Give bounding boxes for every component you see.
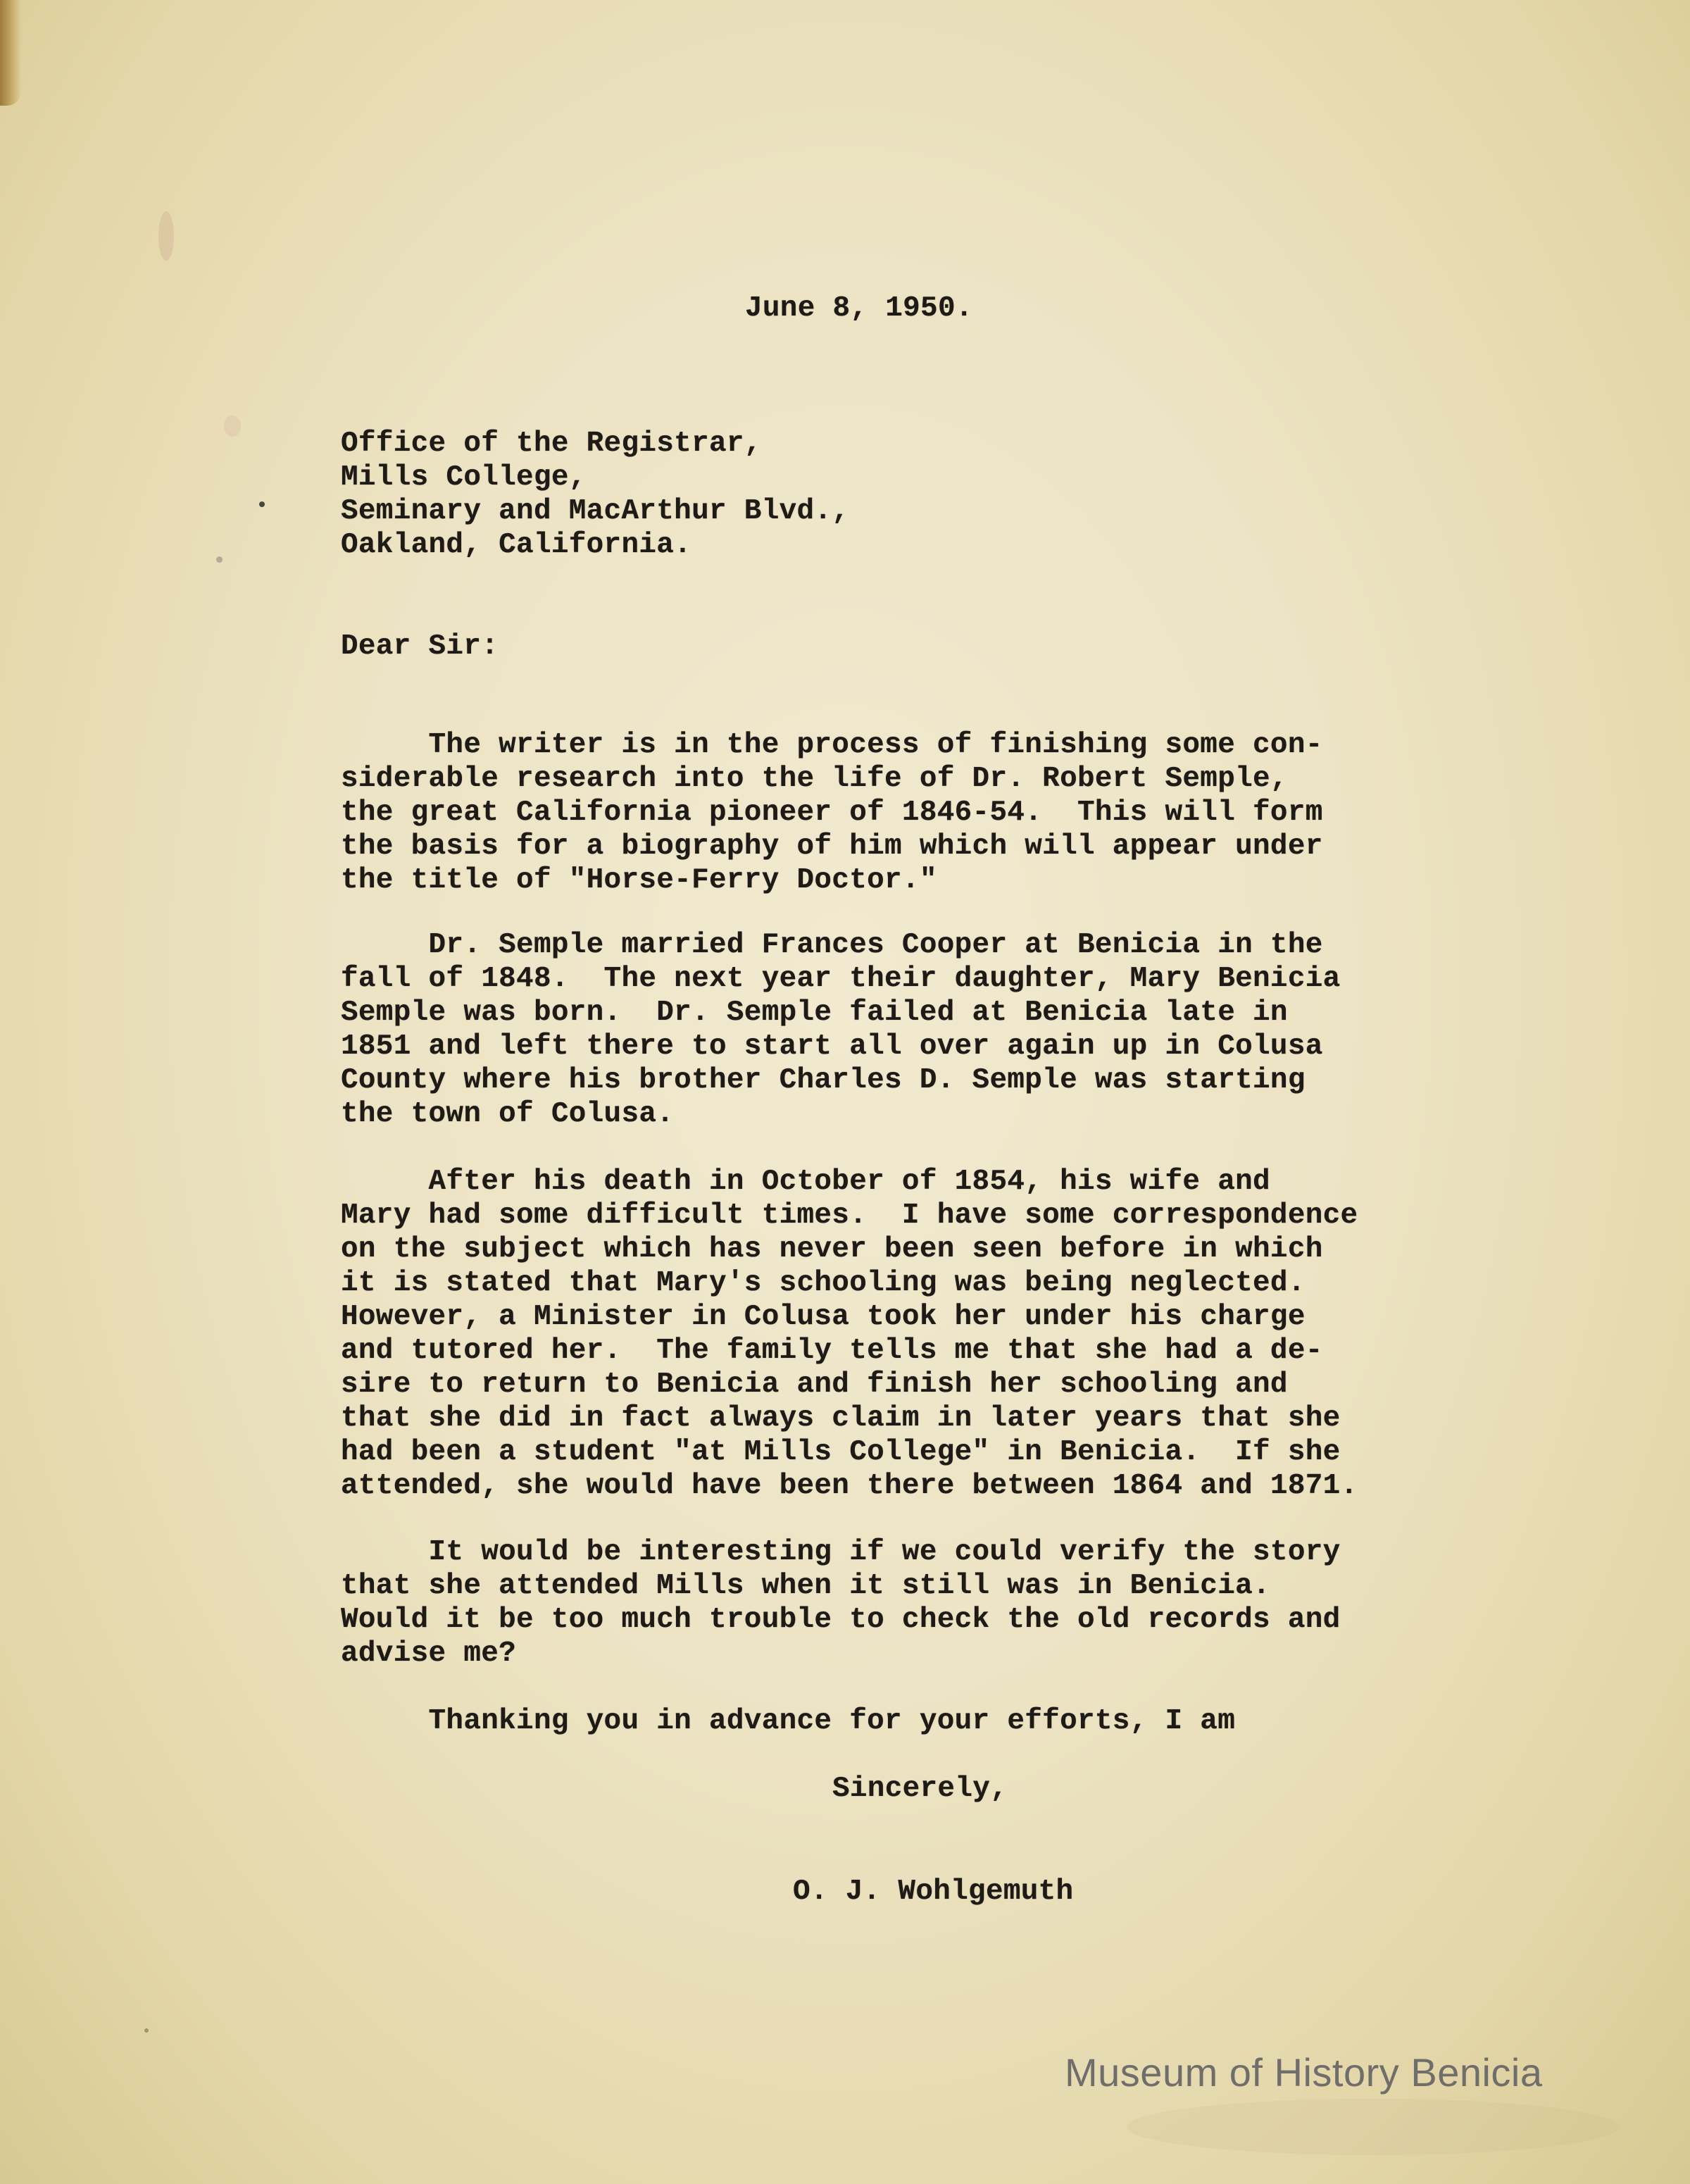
torn-corner xyxy=(0,0,21,106)
address-line: Mills College, xyxy=(341,461,587,494)
paper-stain xyxy=(158,211,174,261)
address-line: Seminary and MacArthur Blvd., xyxy=(341,495,850,528)
body-paragraph: Dr. Semple married Frances Cooper at Benicia in the fall of 1848. The next year their daughter, Mary Benicia Semple was born. Dr. Semple failed at Benicia late in 1851 and left there to start all over again up in Colusa County where his brother Charles D. Semple was starting the town of Colusa. xyxy=(341,929,1341,1130)
body-paragraph: It would be interesting if we could verify the story that she attended Mills when it still was in Benicia. Would it be too much trouble to check the old records and advise me? xyxy=(341,1536,1341,1670)
ink-speck xyxy=(144,2028,149,2033)
ink-speck xyxy=(216,556,223,563)
salutation: Dear Sir: xyxy=(341,630,499,663)
signature: O. J. Wohlgemuth xyxy=(793,1876,1074,1908)
ink-speck xyxy=(259,501,265,507)
body-paragraph: After his death in October of 1854, his wife and Mary had some difficult times. I have some correspondence on the subject which has never been seen before in which it is stated that Mary's schooling was being neglected. However, a Minister in Colusa took her under his charge and tutored her. The family tells me that she had a de- sire to return to Benicia and finish her schooling and that she did in fact always claim in later years that she had been a student "at Mills College" in Benicia. If she attended, she would have been there between 1864 and 1871. xyxy=(341,1166,1358,1502)
museum-watermark: Museum of History Benicia xyxy=(1065,2050,1543,2095)
paper-stain xyxy=(224,416,241,437)
body-paragraph: The writer is in the process of finishing some con- siderable research into the life of Dr. Robert Semple, the great California pioneer of 1846-54. This will form the basis for a biography of him which will appear under the title of "Horse-Ferry Doctor." xyxy=(341,729,1323,897)
letter-date: June 8, 1950. xyxy=(745,292,973,325)
address-line: Oakland, California. xyxy=(341,529,692,561)
address-line: Office of the Registrar, xyxy=(341,428,762,460)
recipient-address xyxy=(341,427,849,562)
closing-line: Thanking you in advance for your efforts, I am xyxy=(341,1705,1236,1737)
signoff: Sincerely, xyxy=(832,1773,1008,1805)
paper-stain xyxy=(1127,2099,1620,2155)
